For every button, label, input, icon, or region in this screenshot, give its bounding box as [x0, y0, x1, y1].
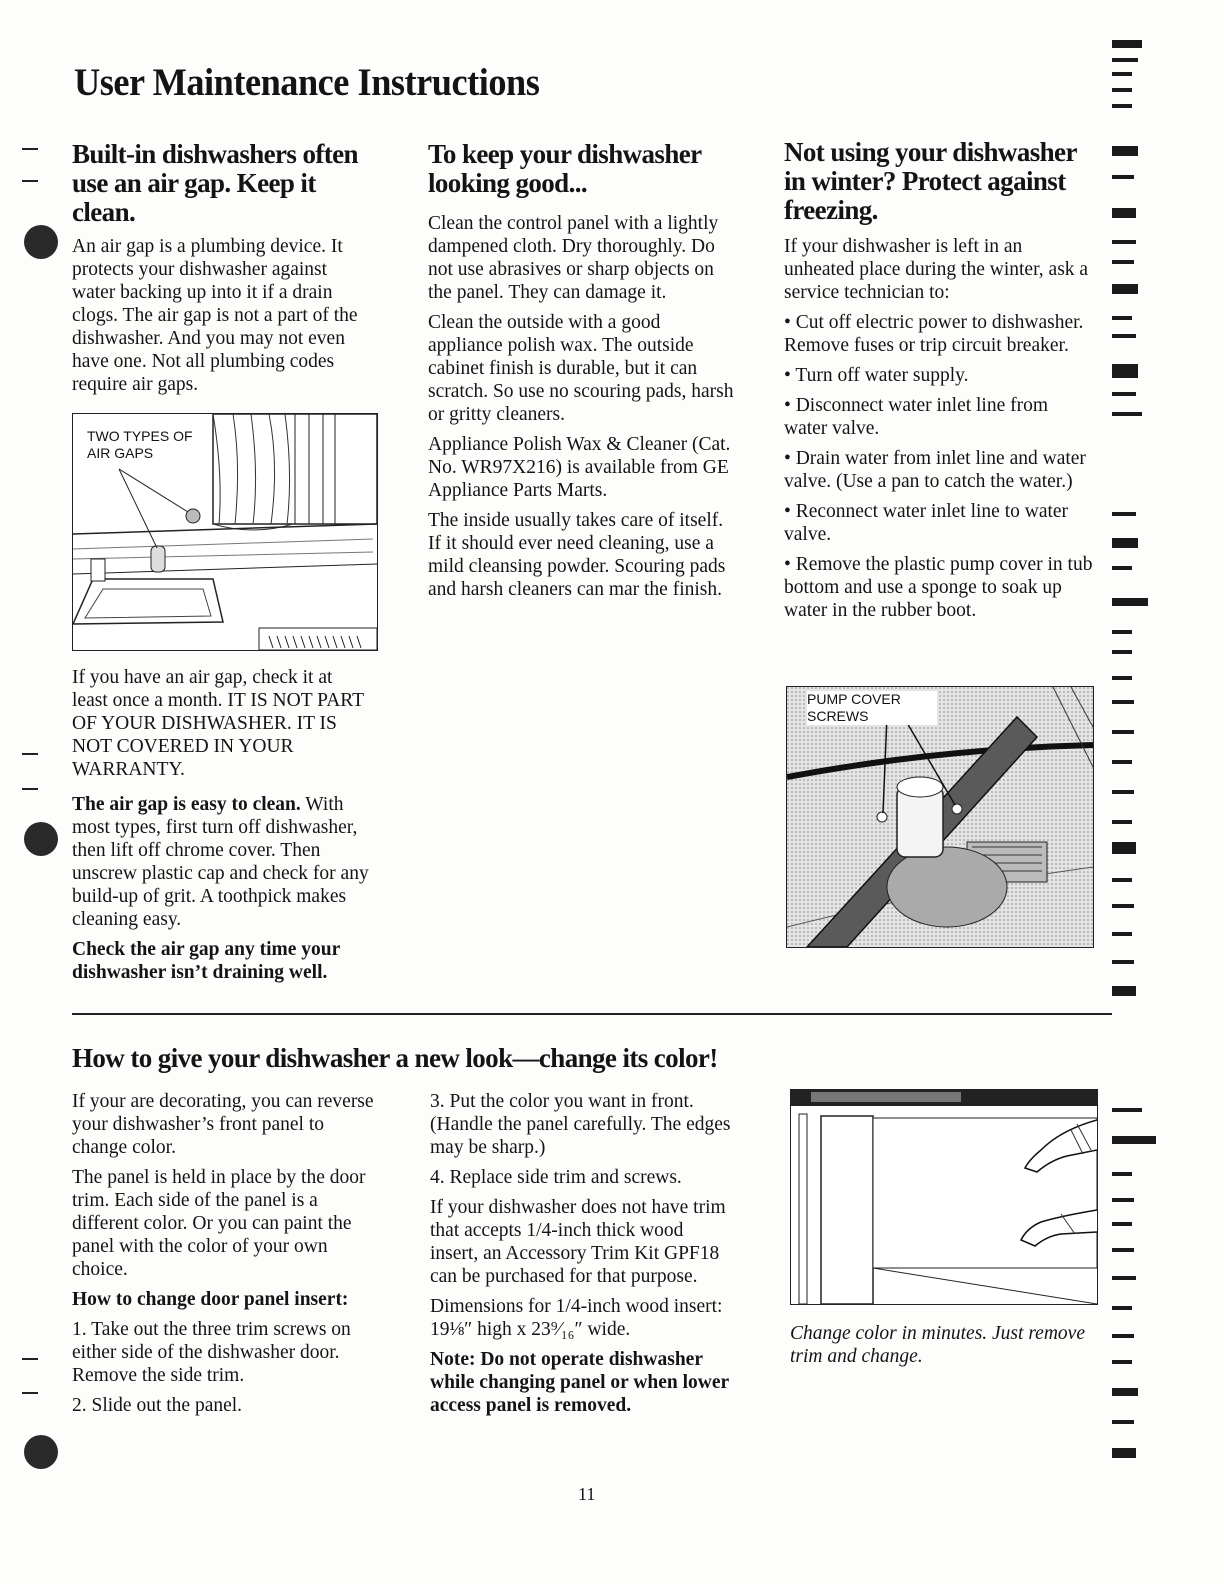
winter-step: • Disconnect water inlet line from water valve.	[784, 395, 1049, 439]
winter-step: • Turn off water supply.	[784, 365, 969, 386]
change-color-column-2	[430, 1090, 735, 1424]
hole-punch-mark	[24, 225, 58, 259]
margin-tick	[22, 753, 38, 755]
winter-step: • Reconnect water inlet line to water valve.	[784, 501, 1069, 545]
winter-step: • Drain water from inlet line and water valve. (Use a pan to catch the water.)	[784, 448, 1086, 492]
air-gap-drawing	[73, 414, 377, 650]
winter-step: • Remove the plastic pump cover in tub bottom and use a sponge to soak up water in the rubber boot.	[784, 554, 1093, 621]
air-gap-warranty-note: If you have an air gap, check it at least once a month. IT IS NOT PART OF YOUR DISHWASHER. IT IS NOT COVERED IN YOUR WARRANTY.	[72, 667, 364, 780]
margin-tick	[22, 1392, 38, 1394]
outside-cleaning: Clean the outside with a good appliance polish wax. The outside cabinet finish is durable, but it can scratch. So use no scouring pads, harsh or gritty cleaners.	[428, 312, 734, 425]
change-step-4: 4. Replace side trim and screws.	[430, 1167, 682, 1188]
margin-tick	[22, 180, 38, 182]
margin-tick	[22, 788, 38, 790]
winter-intro: If your dishwasher is left in an unheated place during the winter, ask a service technician to:	[784, 236, 1089, 303]
keep-looking-good-section	[428, 140, 738, 608]
winter-step: • Cut off electric power to dishwasher. Remove fuses or trip circuit breaker.	[784, 312, 1084, 356]
panel-change-caption: Change color in minutes. Just remove trim and change.	[790, 1323, 1085, 1367]
air-gap-intro: An air gap is a plumbing device. It protects your dishwasher against water backing up into it if a drain clogs. The air gap is not a part of the dishwasher. And you may not even have one. Not all plumbing codes require air gaps.	[72, 236, 358, 395]
keep-looking-good-heading: To keep your dishwasher looking good...	[428, 139, 702, 198]
hole-punch-mark	[24, 822, 58, 856]
operation-warning-note: Note: Do not operate dishwasher while changing panel or when lower access panel is removed.	[430, 1349, 729, 1416]
change-color-column-1	[72, 1090, 382, 1424]
change-color-heading: How to give your dishwasher a new look—change its color!	[72, 1043, 718, 1073]
air-gap-text-lower	[72, 666, 372, 991]
air-gap-check-note: Check the air gap any time your dishwasher isn’t draining well.	[72, 939, 340, 983]
inside-cleaning: The inside usually takes care of itself. If it should ever need cleaning, use a mild cleansing powder. Scouring pads and harsh cleaners can mar the finish.	[428, 510, 726, 600]
page-title: User Maintenance Instructions	[74, 61, 540, 104]
air-gap-illustration	[72, 413, 378, 651]
change-step-2: 2. Slide out the panel.	[72, 1395, 243, 1416]
decorating-intro: If your are decorating, you can reverse your dishwasher’s front panel to change color.	[72, 1091, 374, 1158]
air-gap-cleaning-body: With most types, first turn off dishwasher, then lift off chrome cover. Then unscrew plastic cap and check for any build-up of grit. A toothpick makes cleaning easy.	[72, 794, 369, 930]
air-gap-cleaning-lead: The air gap is easy to clean.	[72, 794, 301, 815]
panel-change-illustration	[790, 1089, 1098, 1305]
page-number: 11	[578, 1484, 596, 1504]
margin-tick	[22, 1358, 38, 1360]
air-gap-section	[72, 140, 372, 403]
margin-tick	[22, 148, 38, 150]
section-divider	[72, 1013, 1112, 1015]
trim-kit-info: If your dishwasher does not have trim that accepts 1/4-inch thick wood insert, an Accessory Trim Kit GPF18 can be purchased for that purpose.	[430, 1197, 726, 1287]
air-gap-cleaning-text	[72, 793, 372, 931]
pump-cover-drawing	[787, 687, 1093, 947]
change-step-1: 1. Take out the three trim screws on either side of the dishwasher door. Remove the side trim.	[72, 1319, 351, 1386]
winter-section	[784, 138, 1094, 629]
pump-cover-illustration	[786, 686, 1094, 948]
winter-heading: Not using your dishwasher in winter? Protect against freezing.	[784, 137, 1077, 225]
panel-held-info: The panel is held in place by the door trim. Each side of the panel is a different color. Or you can paint the panel with the color of your own choice.	[72, 1167, 366, 1280]
how-to-change-subheading: How to change door panel insert:	[72, 1289, 349, 1310]
insert-dimensions: Dimensions for 1/4-inch wood insert: 19⅛″ high x 23⁹⁄₁₆″ wide.	[430, 1296, 723, 1340]
air-gap-heading: Built-in dishwashers often use an air gap. Keep it clean.	[72, 139, 358, 227]
air-gap-figure-label: TWO TYPES OF AIR GAPS	[87, 428, 193, 461]
pump-cover-figure-label: PUMP COVER SCREWS	[807, 691, 937, 725]
polish-wax-info: Appliance Polish Wax & Cleaner (Cat. No. WR97X216) is available from GE Appliance Parts Marts.	[428, 434, 731, 501]
change-step-3: 3. Put the color you want in front. (Handle the panel carefully. The edges may be sharp.)	[430, 1091, 731, 1158]
control-panel-cleaning: Clean the control panel with a lightly dampened cloth. Dry thoroughly. Do not use abrasives or sharp objects on the panel. They can damage it.	[428, 213, 719, 303]
panel-change-drawing	[791, 1090, 1097, 1304]
hole-punch-mark	[24, 1435, 58, 1469]
